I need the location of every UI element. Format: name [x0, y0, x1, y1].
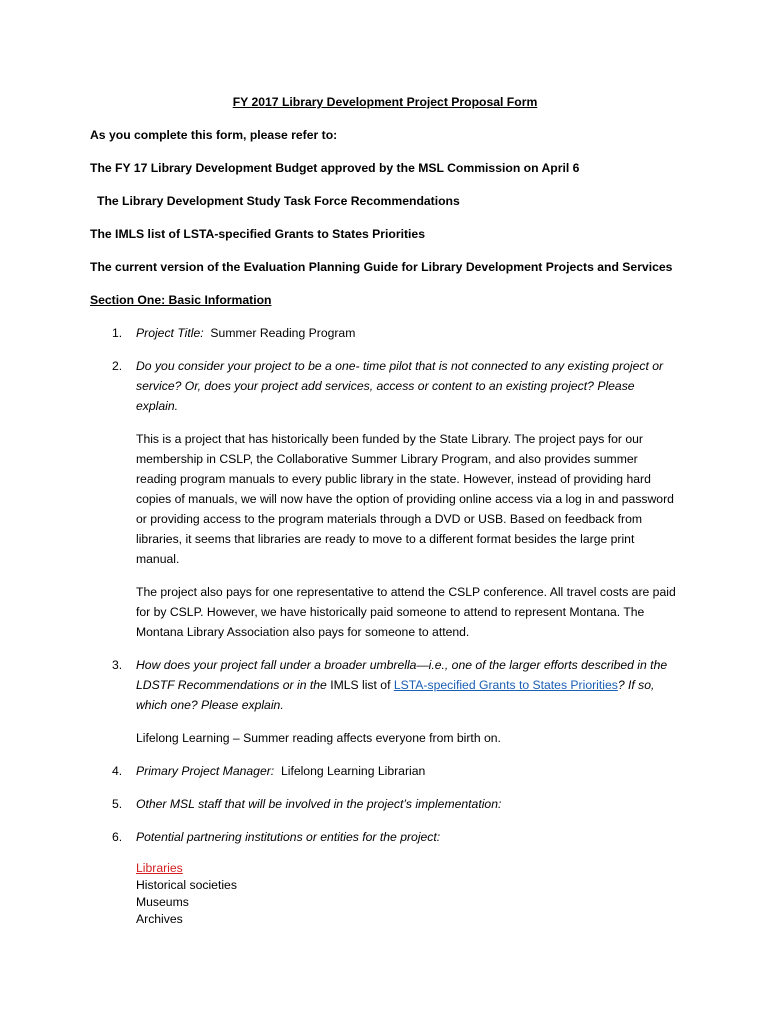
- partner-archives: Archives: [136, 912, 183, 926]
- partner-libraries: Libraries: [136, 861, 183, 875]
- item-4-label: Primary Project Manager:: [136, 764, 275, 778]
- item-5-number: 5.: [112, 797, 123, 811]
- reference-imls-list: The IMLS list of LSTA-specified Grants to States Priorities: [90, 227, 425, 241]
- form-title: FY 2017 Library Development Project Proposal Form: [232, 95, 538, 109]
- item-1-label: Project Title:: [136, 326, 204, 340]
- intro-heading: As you complete this form, please refer to:: [90, 128, 338, 142]
- item-2-answer-paragraph-2: The project also pays for one representative to attend the CSLP conference. All travel costs are paid for by CSLP. However, we have historically paid someone to attend to represent Montana. The Montana Library Association also pays for someone to attend.: [136, 585, 676, 639]
- item-4-answer: Lifelong Learning Librarian: [280, 764, 426, 778]
- item-5-label: Other MSL staff that will be involved in the project’s implementation:: [136, 797, 502, 811]
- section-heading: Section One: Basic Information: [90, 293, 272, 307]
- item-3-number: 3.: [112, 658, 123, 672]
- partner-museums: Museums: [136, 895, 189, 909]
- item-1-answer: Summer Reading Program: [210, 326, 356, 340]
- partner-historical-societies: Historical societies: [136, 878, 237, 892]
- partner-list: [136, 860, 237, 928]
- item-1: [136, 323, 676, 343]
- item-3-answer: Lifelong Learning – Summer reading affects everyone from birth on.: [136, 731, 501, 745]
- item-2-answer-paragraph-1: This is a project that has historically been funded by the State Library. The project pays for our membership in CSLP, the Collaborative Summer Library Program, and also provides summer reading program manuals to every public library in the state. However, instead of providing hard copies of manuals, we will now have the option of providing online access via a log in and password or providing access to the program materials through a DVD or USB. Based on feedback from libraries, it seems that libraries are ready to move to a different format besides the large print manual.: [136, 432, 674, 566]
- item-2-question: Do you consider your project to be a one- time pilot that is not connected to any existing project or service? Or, does your project add services, access or content to an existing project? Please explain.: [136, 359, 664, 413]
- lsta-priorities-link[interactable]: LSTA-specified Grants to States Priorities: [393, 678, 618, 692]
- item-1-number: 1.: [112, 326, 123, 340]
- item-3-question-part-2: ? If so, which one? Please explain.: [136, 678, 655, 712]
- item-2-number: 2.: [112, 359, 123, 373]
- item-4-number: 4.: [112, 764, 123, 778]
- item-4: [136, 761, 676, 781]
- item-3-question-part-1: How does your project fall under a broader umbrella—i.e., one of the larger efforts described in the LDSTF Recommendations or in the: [136, 658, 668, 692]
- reference-budget: The FY 17 Library Development Budget approved by the MSL Commission on April 6: [90, 161, 580, 175]
- item-3-imls-text: IMLS list of: [330, 678, 391, 692]
- item-6-number: 6.: [112, 830, 123, 844]
- item-3-question: [136, 655, 676, 715]
- item-6-label: Potential partnering institutions or entities for the project:: [136, 830, 441, 844]
- reference-task-force: The Library Development Study Task Force Recommendations: [97, 194, 460, 208]
- reference-evaluation-guide: The current version of the Evaluation Planning Guide for Library Development Projects and Services: [90, 260, 673, 274]
